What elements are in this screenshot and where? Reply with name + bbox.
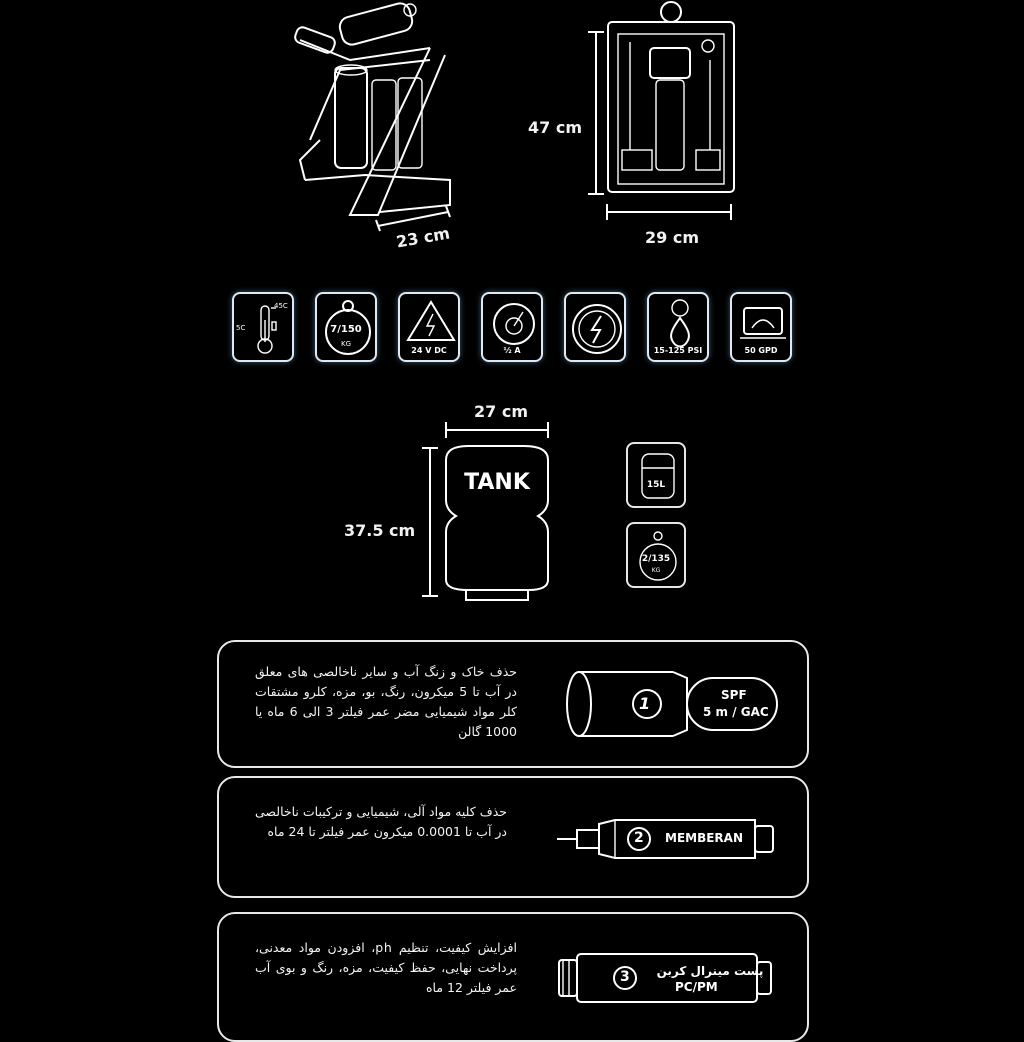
filter-1-description: حذف خاک و زنگ آب و سایر ناخالصی های معلق در آب تا 5 میکرون، رنگ، بو، مزه، کلرو مشتقات کلر مواد شیمیایی مضر عمر فیلتر 3 الی 6 ماه یا 1000 گالن <box>255 664 517 739</box>
pressure-spec <box>647 292 709 362</box>
filter-2-description: حذف کلیه مواد آلی، شیمیایی و ترکیبات ناخالصی در آب تا 0.0001 میکرون عمر فیلتر تا 24 ماه <box>255 804 507 839</box>
weight-value: 7/150 <box>330 324 362 335</box>
power-icon <box>566 294 628 364</box>
filter-3-number: 3 <box>620 969 630 985</box>
tank-height-dimension <box>420 446 440 606</box>
filter-card-2 <box>217 776 809 898</box>
capacity-spec <box>730 292 792 362</box>
device-width-label: 29 cm <box>645 228 699 247</box>
filter-1-cartridge-icon <box>563 664 783 744</box>
power-spec <box>564 292 626 362</box>
tank-drawing <box>438 440 568 610</box>
tank-weight-unit: KG <box>651 567 661 574</box>
filter-3-tag-line2: PC/PM <box>675 980 718 994</box>
filter-3-description: افزایش کیفیت، تنظیم ph، افزودن مواد معدنی، پرداخت نهایی، حفظ کیفیت، مزه، رنگ و بوی آب عمر فیلتر 12 ماه <box>255 940 517 995</box>
tank-volume-value: 15L <box>646 480 666 490</box>
tank-width-label: 27 cm <box>474 402 528 421</box>
capacity-label: 50 GPD <box>744 346 778 355</box>
filter-2-tag-line1: MEMBERAN <box>665 831 743 845</box>
pressure-label: 15-125 PSI <box>653 346 703 355</box>
temperature-spec <box>232 292 294 362</box>
filter-2-number: 2 <box>634 830 644 846</box>
voltage-label: 24 V DC <box>411 346 447 355</box>
device-height-label: 47 cm <box>528 118 582 137</box>
temp-max-label: 45C <box>274 302 288 310</box>
device-depth-label: 23 cm <box>394 223 452 252</box>
tank-weight-box <box>626 522 686 588</box>
filter-3-tag-line1: پست مینرال کربن <box>656 964 764 978</box>
filter-3-postcarbon-icon <box>553 948 783 1008</box>
device-front-drawing <box>600 0 760 200</box>
filter-card-3 <box>217 912 809 1042</box>
device-height-dimension <box>586 26 606 196</box>
temp-min-label: 5C <box>236 324 246 332</box>
voltage-spec <box>398 292 460 362</box>
weight-spec <box>315 292 377 362</box>
ammeter-spec <box>481 292 543 362</box>
device-width-dimension <box>605 202 735 222</box>
tank-volume-box <box>626 442 686 508</box>
tank-height-label: 37.5 cm <box>344 521 416 540</box>
tank-label: TANK <box>464 470 530 495</box>
filter-1-tag-line1: SPF <box>721 688 747 702</box>
weight-unit: KG <box>340 340 351 348</box>
filter-1-tag-line2: 5 m / GAC <box>703 705 769 719</box>
filter-1-number: 1 <box>639 694 651 713</box>
tank-width-dimension <box>444 420 554 440</box>
tank-weight-value: 2/135 <box>641 554 671 564</box>
tank-volume-icon <box>628 444 688 510</box>
filter-card-1 <box>217 640 809 768</box>
ammeter-label: ½ A <box>503 346 521 355</box>
